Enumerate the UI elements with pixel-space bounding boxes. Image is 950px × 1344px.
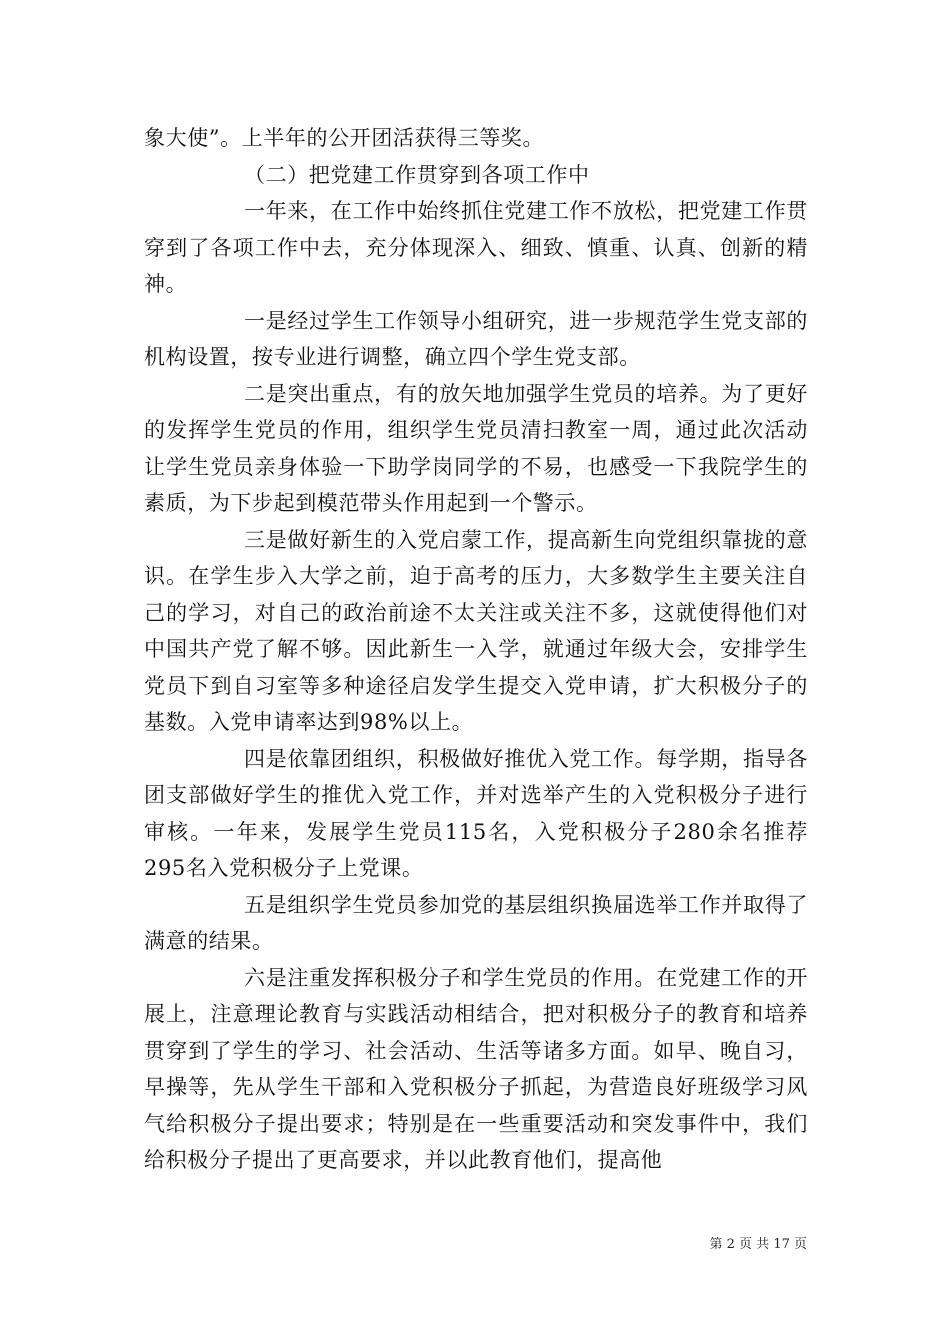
paragraph-point-1: 一是经过学生工作领导小组研究，进一步规范学生党支部的机构设置，按专业进行调整，确立四个学生党支部。: [144, 308, 808, 369]
paragraph-point-6: 六是注重发挥积极分子和学生党员的作用。在党建工作的开展上，注意理论教育与实践活动相结合，把对积极分子的教育和培养贯穿到了学生的学习、社会活动、生活等诸多方面。如早、晚自习，早操等，先从学生干部和入党积极分子抓起，为营造良好班级学习风气给积极分子提出要求；特别是在一些重要活动和突发事件中，我们给积极分子提出了更高要求，并以此教育他们，提高他: [144, 965, 808, 1172]
paragraph-continuation: 象大使”。上半年的公开团活获得三等奖。: [144, 126, 545, 150]
section-heading: （二）把党建工作贯穿到各项工作中: [244, 162, 590, 187]
paragraph-point-4: 四是依靠团组织，积极做好推优入党工作。每学期，指导各团支部做好学生的推优入党工作，并对选举产生的入党积极分子进行审核。一年来，发展学生党员115名，入党积极分子280余名推荐295名入党积极分子上党课。: [144, 746, 808, 880]
paragraph-point-2: 二是突出重点，有的放矢地加强学生党员的培养。为了更好的发挥学生党员的作用，组织学生党员清扫教室一周，通过此次活动让学生党员亲身体验一下助学岗同学的不易，也感受一下我院学生的素质，为下步起到模范带头作用起到一个警示。: [144, 381, 808, 515]
paragraph-intro: 一年来，在工作中始终抓住党建工作不放松，把党建工作贯穿到了各项工作中去，充分体现深入、细致、慎重、认真、创新的精神。: [144, 199, 808, 296]
paragraph-point-3: 三是做好新生的入党启蒙工作，提高新生向党组织靠拢的意识。在学生步入大学之前，迫于高考的压力，大多数学生主要关注自己的学习，对自己的政治前途不太关注或关注不多，这就使得他们对中国共产党了解不够。因此新生一入学，就通过年级大会，安排学生党员下到自习室等多种途径启发学生提交入党申请，扩大积极分子的基数。入党申请率达到98%以上。: [144, 527, 808, 734]
paragraph-point-5: 五是组织学生党员参加党的基层组织换届选举工作并取得了满意的结果。: [144, 892, 808, 953]
page-number-footer: 第 2 页 共 17 页: [709, 1237, 807, 1252]
document-body: [144, 120, 808, 1179]
